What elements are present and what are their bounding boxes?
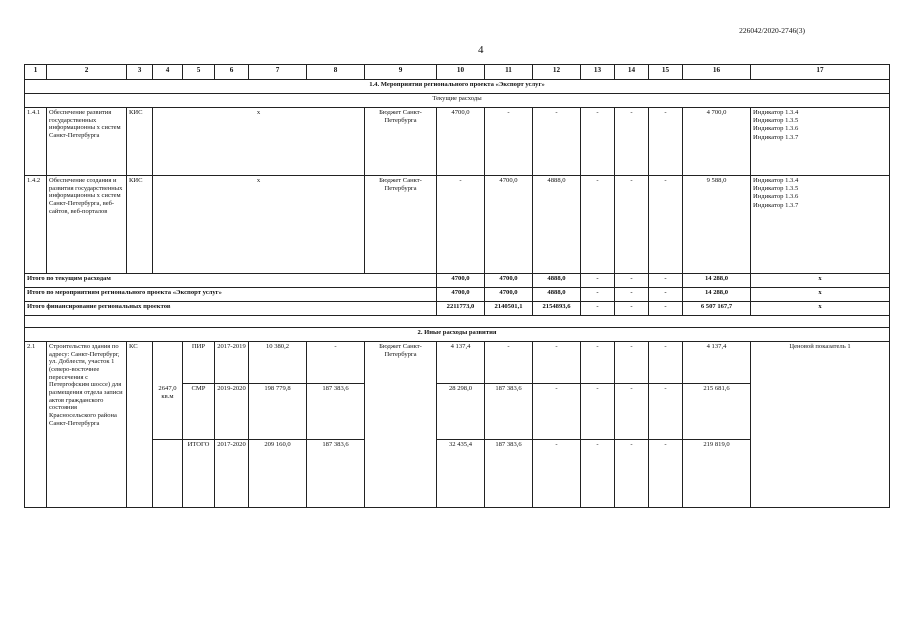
indicator-item: Индикатор 1.3.4: [753, 177, 799, 184]
cell-col15: -: [649, 440, 683, 508]
row-executor: КС: [127, 342, 153, 508]
cell-col13: -: [581, 384, 615, 440]
table-row: [25, 176, 890, 274]
stage-cell: ПИР: [183, 342, 215, 384]
cell-col13: -: [581, 342, 615, 384]
row-description: Обеспечение создания и развития государственных информационны х систем Санкт-Петербурга, веб-сайтов, веб-порталов: [47, 176, 127, 274]
cell-col11: 2140501,1: [485, 302, 533, 316]
cell-col12: -: [533, 384, 581, 440]
cell-col14: -: [615, 288, 649, 302]
indicator-item: Индикатор 1.3.5: [753, 117, 799, 125]
years-cell: 2019-2020: [215, 384, 249, 440]
row-source: Бюджет Санкт-Петербурга: [365, 176, 437, 274]
section-title-row: [25, 328, 890, 342]
indicator-item: Индикатор 1.3.4: [753, 109, 799, 116]
cell-col8: 187 383,6: [307, 440, 365, 508]
total-row-current: [25, 274, 890, 288]
row-indicators: [751, 108, 890, 176]
row-x-mark: х: [153, 108, 365, 176]
cell-col11: 4700,0: [485, 176, 533, 274]
row-indicator: Ценовой показатель 1: [751, 342, 890, 508]
row-number: 1.4.1: [25, 108, 47, 176]
cell-col13: -: [581, 302, 615, 316]
cell-col12: 4888,0: [533, 274, 581, 288]
cell-col10: 4 137,4: [437, 342, 485, 384]
cell-col14: -: [615, 384, 649, 440]
indicator-item: Индикатор 1.3.7: [753, 133, 799, 141]
header-cell: 13: [581, 65, 615, 80]
total-label: Итого по мероприятиям регионального проекта «Экспорт услуг»: [25, 288, 437, 302]
years-cell: 2017-2020: [215, 440, 249, 508]
cell-col16: 6 507 167,7: [683, 302, 751, 316]
stage-cell: ИТОГО: [183, 440, 215, 508]
header-cell: 4: [153, 65, 183, 80]
cell-col12: -: [533, 440, 581, 508]
cell-col12: -: [533, 342, 581, 384]
cell-col13: -: [581, 274, 615, 288]
cell-col7: 10 380,2: [249, 342, 307, 384]
header-cell: 17: [751, 65, 890, 80]
cell-col12: 4888,0: [533, 288, 581, 302]
cell-col15: -: [649, 384, 683, 440]
cell-col12: -: [533, 108, 581, 176]
total-label: Итого по текущим расходам: [25, 274, 437, 288]
cell-col16: 4 137,4: [683, 342, 751, 384]
cell-col8: 187 383,6: [307, 384, 365, 440]
area-cell-empty: [153, 342, 183, 384]
header-cell: 8: [307, 65, 365, 80]
row-description: Строительство здания по адресу: Санкт-Петербург, ул. Доблести, участок 1 (северо-восточнее пересечения с Петергофским шоссе) для размещения отдела записи актов гражданского состояния Красносельского района Санкт-Петербурга: [47, 342, 127, 508]
row-source: Бюджет Санкт-Петербурга: [365, 342, 437, 508]
row-source: Бюджет Санкт-Петербурга: [365, 108, 437, 176]
header-cell: 16: [683, 65, 751, 80]
document-number: 226042/2020-2746(3): [739, 26, 805, 35]
page-number: 4: [478, 44, 484, 56]
header-cell: 14: [615, 65, 649, 80]
indicator-item: Индикатор 1.3.6: [753, 125, 799, 133]
row-executor: КИС: [127, 176, 153, 274]
expenditure-table: [24, 64, 890, 508]
section-title-row: [25, 80, 890, 94]
cell-col15: -: [649, 302, 683, 316]
cell-col14: -: [615, 302, 649, 316]
stage-cell: СМР: [183, 384, 215, 440]
cell-col16: 219 819,0: [683, 440, 751, 508]
row-number: 2.1: [25, 342, 47, 508]
cell-col17: х: [751, 274, 890, 288]
indicator-item: Индикатор 1.3.6: [753, 193, 799, 201]
header-cell: 5: [183, 65, 215, 80]
cell-col10: 28 298,0: [437, 384, 485, 440]
cell-col10: 2211773,0: [437, 302, 485, 316]
cell-col14: -: [615, 274, 649, 288]
header-cell: 10: [437, 65, 485, 80]
cell-col16: 14 288,0: [683, 274, 751, 288]
cell-col11: 187 383,6: [485, 440, 533, 508]
header-cell: 3: [127, 65, 153, 80]
total-row-project: [25, 288, 890, 302]
cell-col10: 4700,0: [437, 108, 485, 176]
indicator-item: Индикатор 1.3.5: [753, 185, 799, 193]
cell-col10: 4700,0: [437, 274, 485, 288]
row-x-mark: х: [153, 176, 365, 274]
row-indicators: [751, 176, 890, 274]
cell-col14: -: [615, 108, 649, 176]
subsection-title: Текущие расходы: [25, 94, 890, 108]
header-cell: 9: [365, 65, 437, 80]
cell-col16: 14 288,0: [683, 288, 751, 302]
cell-col16: 9 588,0: [683, 176, 751, 274]
table-row: [25, 342, 890, 384]
row-number: 1.4.2: [25, 176, 47, 274]
spacer-row: [25, 316, 890, 328]
total-label: Итого финансирование региональных проектов: [25, 302, 437, 316]
header-cell: 15: [649, 65, 683, 80]
cell-col15: -: [649, 176, 683, 274]
header-cell: 11: [485, 65, 533, 80]
area-cell: 2647,0 кв.м: [153, 384, 183, 440]
cell-col14: -: [615, 342, 649, 384]
subsection-title-row: [25, 94, 890, 108]
years-cell: 2017-2019: [215, 342, 249, 384]
section-title: 1.4. Мероприятия регионального проекта «Экспорт услуг»: [25, 80, 890, 94]
row-executor: КИС: [127, 108, 153, 176]
cell-col11: 4700,0: [485, 274, 533, 288]
cell-col11: 4700,0: [485, 288, 533, 302]
cell-col15: -: [649, 342, 683, 384]
cell-col13: -: [581, 440, 615, 508]
header-cell: 2: [47, 65, 127, 80]
header-cell: 1: [25, 65, 47, 80]
cell-col17: х: [751, 302, 890, 316]
cell-col7: 198 779,8: [249, 384, 307, 440]
header-cell: 12: [533, 65, 581, 80]
cell-col7: 209 160,0: [249, 440, 307, 508]
cell-col10: -: [437, 176, 485, 274]
total-row-regional: [25, 302, 890, 316]
spacer-cell: [25, 316, 890, 328]
header-cell: 6: [215, 65, 249, 80]
cell-col12: 4888,0: [533, 176, 581, 274]
cell-col15: -: [649, 288, 683, 302]
header-row: [25, 65, 890, 80]
cell-col14: -: [615, 176, 649, 274]
header-cell: 7: [249, 65, 307, 80]
area-cell-empty: [153, 440, 183, 508]
cell-col13: -: [581, 108, 615, 176]
cell-col16: 215 681,6: [683, 384, 751, 440]
cell-col13: -: [581, 176, 615, 274]
cell-col11: -: [485, 342, 533, 384]
cell-col15: -: [649, 108, 683, 176]
indicator-item: Индикатор 1.3.7: [753, 201, 799, 209]
cell-col11: -: [485, 108, 533, 176]
cell-col17: х: [751, 288, 890, 302]
table-row: [25, 108, 890, 176]
cell-col16: 4 700,0: [683, 108, 751, 176]
cell-col10: 32 435,4: [437, 440, 485, 508]
cell-col14: -: [615, 440, 649, 508]
cell-col15: -: [649, 274, 683, 288]
row-description: Обеспечение развития государственных информационны х систем Санкт-Петербурга: [47, 108, 127, 176]
cell-col13: -: [581, 288, 615, 302]
cell-col12: 2154893,6: [533, 302, 581, 316]
cell-col8: -: [307, 342, 365, 384]
cell-col11: 187 383,6: [485, 384, 533, 440]
section-title: 2. Иные расходы развития: [25, 328, 890, 342]
cell-col10: 4700,0: [437, 288, 485, 302]
